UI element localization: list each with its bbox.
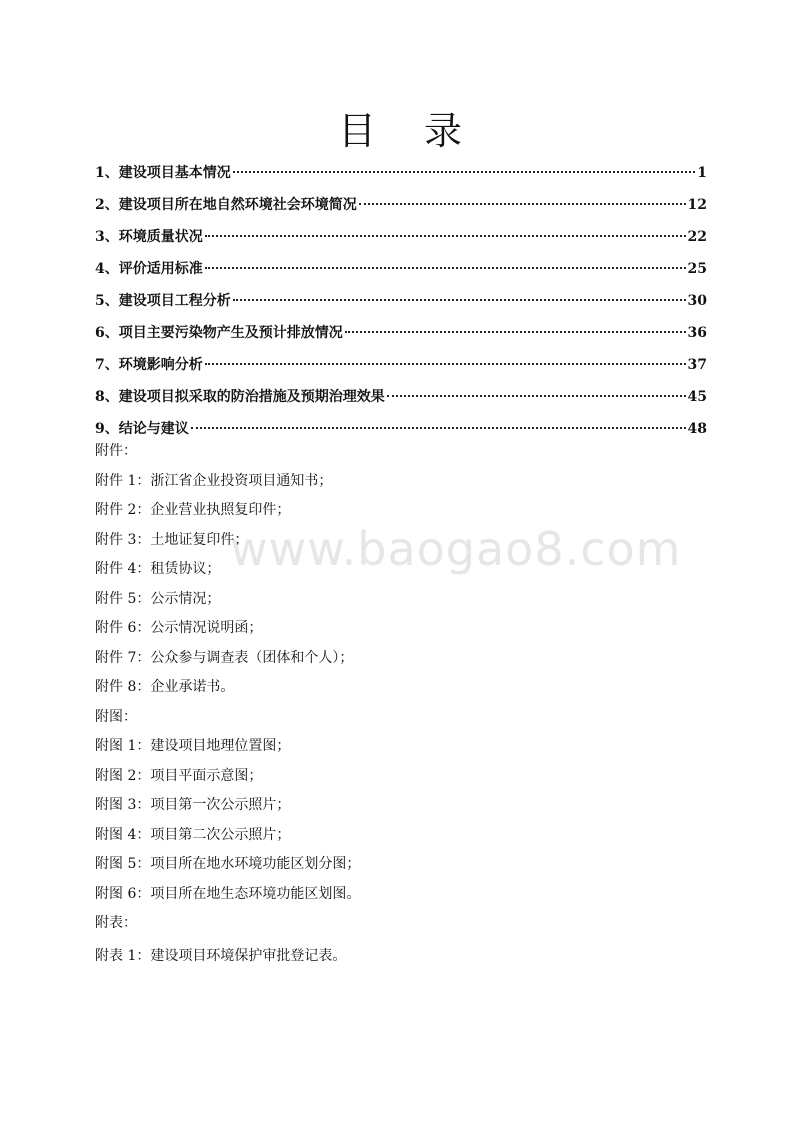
toc-leader-dots xyxy=(205,267,686,269)
figure-item: 附图 5：项目所在地水环境功能区划分图； xyxy=(95,856,361,872)
toc-leader-dots xyxy=(233,171,696,173)
toc-entry-page: 37 xyxy=(687,357,707,373)
toc-entry-label: 2、建设项目所在地自然环境社会环境简况 xyxy=(95,197,357,213)
attachment-item: 附件 3：土地证复印件； xyxy=(95,531,249,548)
figures-heading: 附图： xyxy=(95,708,137,725)
attachment-item: 附件 1：浙江省企业投资项目通知书； xyxy=(95,472,333,489)
toc-leader-dots xyxy=(205,235,686,237)
attachment-item: 附件 5：公示情况； xyxy=(95,590,221,607)
toc-entry-label: 4、评价适用标准 xyxy=(95,261,203,277)
toc-entry[interactable] xyxy=(95,386,707,418)
toc-entry-label: 8、建设项目拟采取的防治措施及预期治理效果 xyxy=(95,389,385,405)
table-item: 附表 1：建设项目环境保护审批登记表。 xyxy=(95,947,347,964)
figure-item: 附图 4：项目第二次公示照片； xyxy=(95,826,291,843)
toc-entry-label: 5、建设项目工程分析 xyxy=(95,293,231,309)
toc-entry[interactable] xyxy=(95,258,707,290)
toc-entry[interactable] xyxy=(95,322,707,354)
toc-entry-label: 9、结论与建议 xyxy=(95,421,189,437)
toc-entry[interactable] xyxy=(95,162,707,194)
toc-entry-page: 12 xyxy=(687,197,707,213)
toc-entry-label: 1、建设项目基本情况 xyxy=(95,165,231,181)
figure-item: 附图 2：项目平面示意图； xyxy=(95,767,263,784)
table-of-contents xyxy=(95,162,707,450)
attachment-item: 附件 2：企业营业执照复印件； xyxy=(95,502,291,518)
toc-entry-page: 45 xyxy=(687,389,707,405)
attachment-item: 附件 6：公示情况说明函； xyxy=(95,620,263,636)
toc-entry-page: 30 xyxy=(687,293,707,309)
page-title: 目 录 xyxy=(337,109,481,153)
figure-item: 附图 6：项目所在地生态环境功能区划图。 xyxy=(95,885,361,902)
toc-leader-dots xyxy=(191,427,686,429)
toc-entry[interactable] xyxy=(95,290,707,322)
watermark: www.baogao8.com xyxy=(230,522,682,576)
toc-leader-dots xyxy=(345,331,686,333)
toc-leader-dots xyxy=(359,203,686,205)
toc-entry-page: 1 xyxy=(697,165,707,181)
toc-entry-page: 25 xyxy=(687,261,707,277)
appendix-list xyxy=(95,437,715,971)
toc-entry-page: 48 xyxy=(687,421,707,437)
toc-leader-dots xyxy=(233,299,686,301)
figure-item: 附图 3：项目第一次公示照片； xyxy=(95,797,291,813)
toc-entry[interactable] xyxy=(95,354,707,386)
tables-heading: 附表： xyxy=(95,915,137,931)
toc-entry[interactable] xyxy=(95,226,707,258)
toc-leader-dots xyxy=(387,395,686,397)
toc-entry-label: 7、环境影响分析 xyxy=(95,357,203,373)
toc-entry[interactable] xyxy=(95,194,707,226)
attachment-item: 附件 4：租赁协议； xyxy=(95,561,221,577)
attachment-item: 附件 8：企业承诺书。 xyxy=(95,679,235,695)
toc-entry-label: 3、环境质量状况 xyxy=(95,229,203,245)
toc-entry-label: 6、项目主要污染物产生及预计排放情况 xyxy=(95,325,343,341)
toc-leader-dots xyxy=(205,363,686,365)
attachments-heading: 附件： xyxy=(95,443,137,459)
figure-item: 附图 1：建设项目地理位置图； xyxy=(95,738,291,754)
toc-entry-page: 22 xyxy=(687,229,707,245)
attachment-item: 附件 7：公众参与调查表（团体和个人）； xyxy=(95,649,354,666)
toc-entry-page: 36 xyxy=(687,325,707,341)
